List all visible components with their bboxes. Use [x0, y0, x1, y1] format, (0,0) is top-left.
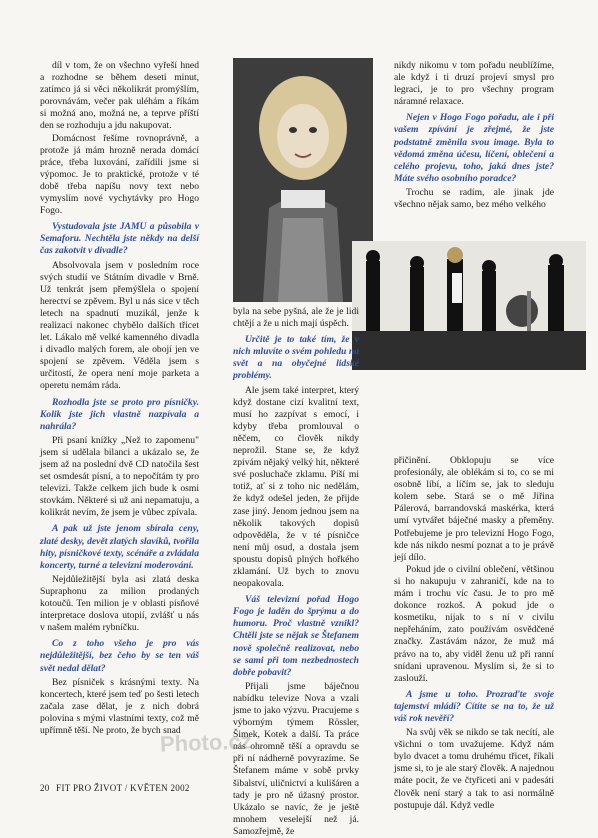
- interview-question: Co z toho všeho je pro vás nejdůležitější, bez čeho by se ten váš svět nedal dělat?: [40, 638, 199, 674]
- answer-paragraph: Na svůj věk se nikdo se tak necítí, ale všichni o tom uvažujeme. Když nám bylo dvacet a tomu druhému třicet, říkali jsme si, to je ale starý člověk. A najednou máte pocit, že ve čtyřiceti ani v padesáti člověk není starý a tak to asi normálně postupuje dál. Když vedle: [394, 727, 554, 811]
- answer-paragraph: Trochu se radím, ale jinak jde všechno nějak samo, bez mého velkého: [394, 186, 554, 211]
- article-column-3-top: [394, 60, 554, 211]
- interview-question: Rozhodla jste se proto pro písničky. Kolik jste jich vlastně nazpívala a nahrála?: [40, 396, 199, 432]
- answer-paragraph: Nejdůležitější byla asi zlatá deska Supraphonu za milion prodaných kotoučů. Ten milion je v oblasti písňové interpretace doslova utopií, zvlášť u nás v našem malém rybníčku.: [40, 573, 199, 634]
- interview-question: A pak už jste jenom sbírala ceny, zlaté desky, devět zlatých slavíků, tvořila hity, písničkové texty, scénáře a zvládala koncerty, turné a televizní moderování.: [40, 523, 199, 571]
- answer-paragraph: Domácnost řešíme rovnoprávně, a protože já mám hrozně nerada domácí práce, třeba luxování, zařídili jsme si výpomoc. Je to praktické, protože v té době třeba napíšu novy text nebo vymyslím nové vychytávky pro Hogo Fogo.: [40, 132, 199, 217]
- article-column-3-bottom: [394, 455, 554, 812]
- watermark: Photo.cz: [159, 728, 253, 757]
- interview-question: Váš televizní pořad Hogo Fogo je laděn do šprýmu a do humoru. Proč vlastně vznikl? Chtěli jste se nějak se Štefanem nově společně realizovat, nebo se sami při tom nezbednostech dobře pobavit?: [233, 594, 359, 678]
- answer-paragraph: Při psaní knížky „Než to zapomenu" jsem si udělala bilanci a ukázalo se, že jsem až na poslední dvě CD natočila šest set osmdesát písní, a to nepočítám ty pro televizi. Takže celkem jich bude k osmi stovkám. Některé si už ani nepamatuju, a kolikrát nevím, že jsem je vůbec zpívala.: [40, 434, 199, 519]
- band-photo: [352, 241, 586, 370]
- page-footer: [40, 783, 194, 793]
- answer-paragraph: nikdy nikomu v tom pořadu neublížíme, ale když i ti druzí projeví smysl pro legraci, je to pro všechny program náramné relaxace.: [394, 60, 554, 108]
- magazine-issue: FIT PRO ŽIVOT / KVĚTEN 2002: [56, 783, 190, 793]
- band-image: [352, 241, 586, 370]
- interview-question: Určitě je to také tím, že v nich mluvíte o svém pohledu na svět a na obyčejné lidské problémy.: [233, 334, 359, 382]
- answer-paragraph: Přijali jsme báječnou nabídku televize Nova a vzali jsme to jako výzvu. Pracujeme s výborným týmem Rössler, Šimek, Kotek a další. Ta práce nás ohromně těší a opravdu se při ní nádherně povyrazíme. Se Štefanem máme v sobě prvky šibalství, uličnictví a kulišáren a tady je pro ně úžasný prostor. Ukázalo se navíc, že je ještě mnohem veselejší než já. Samozřejmě, že: [233, 680, 359, 837]
- answer-paragraph: Bez písniček s krásnými texty. Na koncertech, které jsem teď po šesti letech začala zase dělat, je z nich dobrá polovina s mými vlastními texty, což mě upřímně těší. Ne proto, že bych snad: [40, 676, 199, 736]
- interview-question: Vystudovala jste JAMU a působila v Semaforu. Nechtěla jste někdy na delší čas zakotvit v divadle?: [40, 221, 199, 257]
- article-column-2: [233, 306, 359, 838]
- page-number: 20: [40, 783, 50, 793]
- answer-paragraph: díl v tom, že on všechno vyřeší hned a rozhodne se během deseti minut, zatímco já si věci několikrát promýšlím, porovnávám, večer pak uléhám a říkám si možná ano, možná ne, a teprve příští den se rozhoduju a jdu nakupovat.: [40, 60, 199, 132]
- interview-question: Nejen v Hogo Fogo pořadu, ale i při vašem zpívání je zřejmé, že jste podstatně změnila svou image. Byla to vědomá změna účesu, líčení, oblečení a celého projevu, toho, jaká dnes jste? Máte svého osobního poradce?: [394, 112, 554, 184]
- answer-paragraph: Absolvovala jsem v posledním roce svých studií ve Státním divadle v Brně. Už tenkrát jsem přemýšlela o spojení herectví se zpěvem. Byl u nás sice v těch letech na spadnutí muzikál, jenže k realizaci nakonec chybělo dalších třicet let. Lákalo mě velké kamenného divadla i divadlo malých forem, ale obojí jen ve spojení se zpěvem. Věděla jsem s určitostí, že opera není moje parketa a operetu nemám ráda.: [40, 259, 199, 392]
- answer-paragraph: Ale jsem také interpret, který když dostane cizí kvalitní text, musí ho zazpívat s emocí, i kdyby třeba promlouval o něčem, co člověk nikdy neprožil. Stane se, že když zpívám nějaký velký hit, některé své posluchače zklamu. Píší mi totiž, ať si z toho nic nedělám, že když odešel jeden, že přijde zase jiný. Jenom jednou jsem na několik takových dopisů odpověděla, že v té písničce není můj osud, a dostala jsem spoustu dopisů plných hořkého zklamání. Už bych to znovu neopakovala.: [233, 384, 359, 590]
- interview-question: A jsme u toho. Prozraďte svoje tajemství mládí? Cítíte se na to, že už váš rok nevěří?: [394, 688, 554, 724]
- answer-paragraph: Pokud jde o civilní oblečení, většinou si ho nakupuju v zahraničí, kde na to mám i trochu víc času. Je to pro mě dokonce rozkoš. A pokud jde o kosmetiku, nijak to s ní v civilu nepřeháním, zato používám osvědčené značky. Zastávám názor, že muž má právo na to, aby viděl ženu už při ranní snídani upravenou. Myslím si, že si to zaslouží.: [394, 563, 554, 684]
- article-column-1: [40, 60, 199, 737]
- answer-paragraph: byla na sebe pyšná, ale že je lidi chtějí a že u nich mají úspěch.: [233, 306, 359, 330]
- answer-paragraph: přičinění. Obklopuju se více profesionály, ale oblékám si to, co se mi osobně líbí, a líčím se, jak to sleduju kolem sebe. Stará se o mě Jiřina Pálerová, barrandovská maskérka, která umí vytvářet báječné masky a přeměny. Potřebujeme je pro televizní Hogo Fogo, kde nás nikdo nesmí poznat a to je právě její dílo.: [394, 455, 554, 563]
